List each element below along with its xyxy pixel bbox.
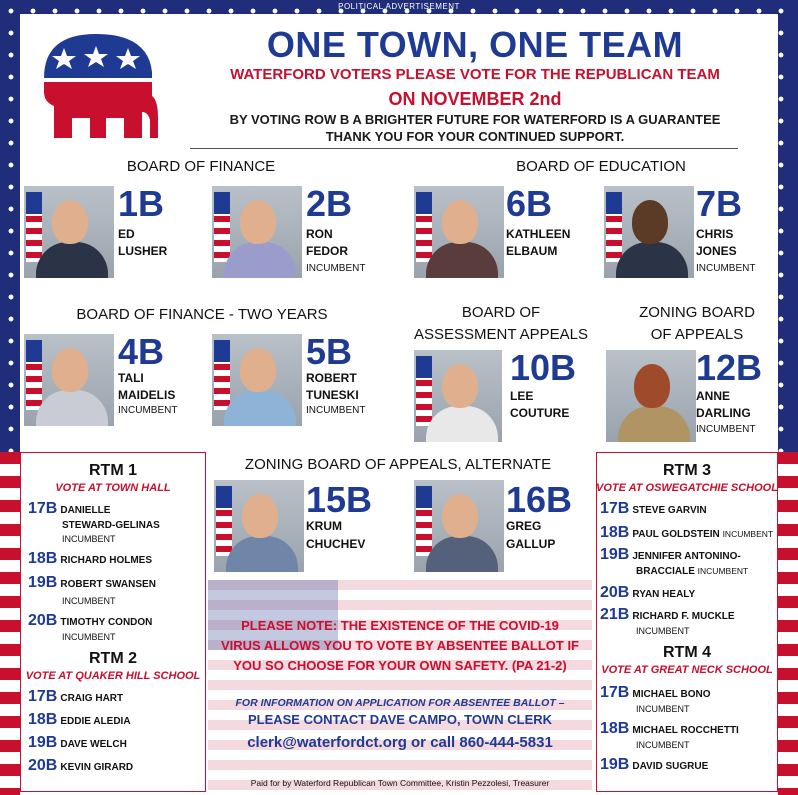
rtm-name: KEVIN GIRARD [60, 762, 134, 773]
rtm-3-title: RTM 3 [663, 462, 711, 479]
rtm-number: 17B [28, 500, 58, 517]
rtm-name: EDDIE ALEDIA [60, 716, 131, 727]
rtm-number: 19B [600, 756, 630, 773]
rtm-row [600, 546, 741, 564]
heading-assessment-1: BOARD OF [461, 304, 541, 321]
rtm-name: JENNIFER ANTONINO- [632, 551, 741, 562]
subtitle-date: ON NOVEMBER 2nd [388, 89, 562, 109]
incumbent-label: INCUMBENT [636, 626, 690, 636]
rtm-1-title: RTM 1 [89, 462, 137, 479]
candidate-photo [414, 186, 504, 278]
candidate-number: 15B [306, 479, 373, 520]
rtm-row [28, 688, 123, 706]
incumbent-label: INCUMBENT [306, 405, 366, 416]
candidate-first-name: ED [118, 227, 135, 241]
incumbent-label: INCUMBENT [696, 424, 756, 435]
subtitle-row-b: BY VOTING ROW B A BRIGHTER FUTURE FOR WATERFORD IS A GUARANTEE [229, 112, 721, 127]
rtm-number: 19B [600, 546, 630, 563]
incumbent-label: INCUMBENT [62, 632, 116, 642]
rtm-3-location: VOTE AT OSWEGATCHIE SCHOOL [596, 482, 778, 494]
incumbent-label: INCUMBENT [636, 740, 690, 750]
candidate-number: 16B [506, 479, 573, 520]
rtm-name-cont: BRACCIALE [636, 566, 695, 577]
candidate-first-name: ANNE [696, 389, 731, 403]
rtm-name: DAVE WELCH [60, 739, 127, 750]
rtm-name: RYAN HEALY [632, 589, 696, 600]
rtm-number: 21B [600, 606, 630, 623]
candidate-first-name: KRUM [306, 519, 342, 533]
candidate-last-name: TUNESKI [306, 388, 359, 402]
rtm-row [600, 500, 707, 518]
incumbent-label: INCUMBENT [722, 529, 774, 539]
rtm-2-title: RTM 2 [89, 650, 137, 667]
rtm-name: MICHAEL ROCCHETTI [632, 725, 739, 736]
candidate-last-name: JONES [696, 244, 737, 258]
rtm-name-cont: STEWARD-GELINAS [62, 520, 160, 531]
candidate-number: 2B [306, 183, 353, 224]
candidate-first-name: CHRIS [696, 227, 734, 241]
rtm-row [600, 684, 711, 702]
rtm-name: CRAIG HART [60, 693, 124, 704]
incumbent-label: INCUMBENT [62, 534, 116, 544]
rtm-number: 17B [600, 684, 630, 701]
candidate-last-name: MAIDELIS [118, 388, 176, 402]
rtm-4-location: VOTE AT GREAT NECK SCHOOL [601, 664, 773, 676]
rtm-name: MICHAEL BONO [632, 689, 711, 700]
paid-for-by: Paid for by Waterford Republican Town Committee, Kristin Pezzolesi, Treasurer [250, 778, 550, 788]
rtm-name: DANIELLE [60, 505, 111, 516]
rtm-row [28, 550, 152, 568]
rtm-row [28, 757, 133, 775]
incumbent-label: INCUMBENT [636, 704, 690, 714]
candidate-number: 10B [510, 347, 577, 388]
rtm-number: 17B [600, 500, 630, 517]
page-title: ONE TOWN, ONE TEAM [266, 24, 684, 65]
candidate-photo [414, 350, 502, 442]
rtm-row [28, 574, 156, 592]
rtm-row [600, 756, 708, 774]
candidate-first-name: TALI [118, 371, 144, 385]
rtm-name: DAVID SUGRUE [632, 761, 709, 772]
rtm-4-title: RTM 4 [663, 644, 711, 661]
candidate-photo [24, 186, 114, 278]
rtm-number: 20B [28, 612, 58, 629]
rtm-number: 18B [28, 550, 58, 567]
candidate-photo [214, 480, 304, 572]
candidate-photo [24, 334, 114, 426]
heading-board-of-education: BOARD OF EDUCATION [516, 158, 686, 175]
candidate-first-name: RON [306, 227, 333, 241]
incumbent-label: INCUMBENT [696, 263, 756, 274]
rtm-row [636, 566, 748, 577]
candidate-number: 12B [696, 347, 763, 388]
candidate-first-name: KATHLEEN [506, 227, 571, 241]
rtm-row [28, 734, 127, 752]
rtm-row [28, 612, 152, 630]
covid-notice-line-2: VIRUS ALLOWS YOU TO VOTE BY ABSENTEE BALLOT IF [220, 638, 579, 653]
candidate-last-name: COUTURE [510, 406, 570, 420]
rtm-row [600, 606, 735, 624]
heading-board-of-finance: BOARD OF FINANCE [126, 158, 276, 175]
incumbent-label: INCUMBENT [62, 596, 116, 606]
rtm-row [28, 711, 131, 729]
heading-zoning-alternate: ZONING BOARD OF APPEALS, ALTERNATE [244, 456, 552, 473]
heading-assessment-2: ASSESSMENT APPEALS [414, 326, 588, 343]
heading-zoning-1: ZONING BOARD [639, 304, 755, 321]
candidate-last-name: LUSHER [118, 244, 168, 258]
heading-board-of-finance-two-years: BOARD OF FINANCE - TWO YEARS [76, 306, 328, 323]
candidate-first-name: GREG [506, 519, 542, 533]
covid-notice-line-3: YOU SO CHOOSE FOR YOUR OWN SAFETY. (PA 21-2) [233, 658, 567, 673]
rtm-name: STEVE GARVIN [632, 505, 707, 516]
rtm-name: RICHARD F. MUCKLE [632, 611, 735, 622]
candidate-last-name: GALLUP [506, 537, 556, 551]
candidate-first-name: ROBERT [306, 371, 357, 385]
candidate-last-name: CHUCHEV [306, 537, 366, 551]
rtm-name: TIMOTHY CONDON [60, 617, 153, 628]
clerk-contact-details: clerk@waterfordct.org or call 860-444-5831 [247, 734, 553, 751]
rtm-number: 19B [28, 574, 58, 591]
candidate-photo [414, 480, 504, 572]
rtm-number: 18B [28, 711, 58, 728]
republican-elephant-logo [34, 26, 166, 144]
rtm-number: 19B [28, 734, 58, 751]
rtm-name: RICHARD HOLMES [60, 555, 153, 566]
rtm-2-location: VOTE AT QUAKER HILL SCHOOL [25, 670, 201, 682]
candidate-photo [212, 334, 302, 426]
subtitle-vote: WATERFORD VOTERS PLEASE VOTE FOR THE REPUBLICAN TEAM [230, 66, 720, 83]
rtm-number: 20B [28, 757, 58, 774]
subtitle-thanks: THANK YOU FOR YOUR CONTINUED SUPPORT. [325, 129, 625, 144]
heading-zoning-2: OF APPEALS [650, 326, 744, 343]
divider [190, 148, 738, 149]
absentee-info: FOR INFORMATION ON APPLICATION FOR ABSENTEE BALLOT – [235, 697, 565, 709]
candidate-number: 7B [696, 183, 743, 224]
rtm-row [600, 720, 739, 738]
candidate-last-name: FEDOR [306, 244, 348, 258]
political-ad-label: POLITICAL ADVERTISEMENT [338, 2, 460, 11]
rtm-number: 18B [600, 720, 630, 737]
incumbent-label: INCUMBENT [697, 566, 749, 576]
candidate-photo [212, 186, 302, 278]
candidate-number: 1B [118, 183, 165, 224]
candidate-first-name: LEE [510, 389, 534, 403]
rtm-row [600, 524, 773, 542]
rtm-number: 17B [28, 688, 58, 705]
candidate-photo [604, 186, 694, 278]
contact-clerk: PLEASE CONTACT DAVE CAMPO, TOWN CLERK [247, 712, 553, 727]
candidate-last-name: ELBAUM [506, 244, 558, 258]
rtm-name: PAUL GOLDSTEIN [632, 529, 720, 540]
candidate-number: 5B [306, 331, 353, 372]
incumbent-label: INCUMBENT [118, 405, 178, 416]
rtm-1-location: VOTE AT TOWN HALL [55, 482, 171, 494]
rtm-number: 20B [600, 584, 630, 601]
rtm-row [28, 500, 110, 518]
candidate-last-name: DARLING [696, 406, 751, 420]
rtm-row [600, 584, 695, 602]
incumbent-label: INCUMBENT [306, 263, 366, 274]
candidate-photo [606, 350, 696, 442]
covid-notice-line-1: PLEASE NOTE: THE EXISTENCE OF THE COVID-19 [241, 618, 559, 633]
candidate-number: 4B [118, 331, 165, 372]
candidate-number: 6B [506, 183, 553, 224]
rtm-name: ROBERT SWANSEN [60, 579, 156, 590]
rtm-number: 18B [600, 524, 630, 541]
